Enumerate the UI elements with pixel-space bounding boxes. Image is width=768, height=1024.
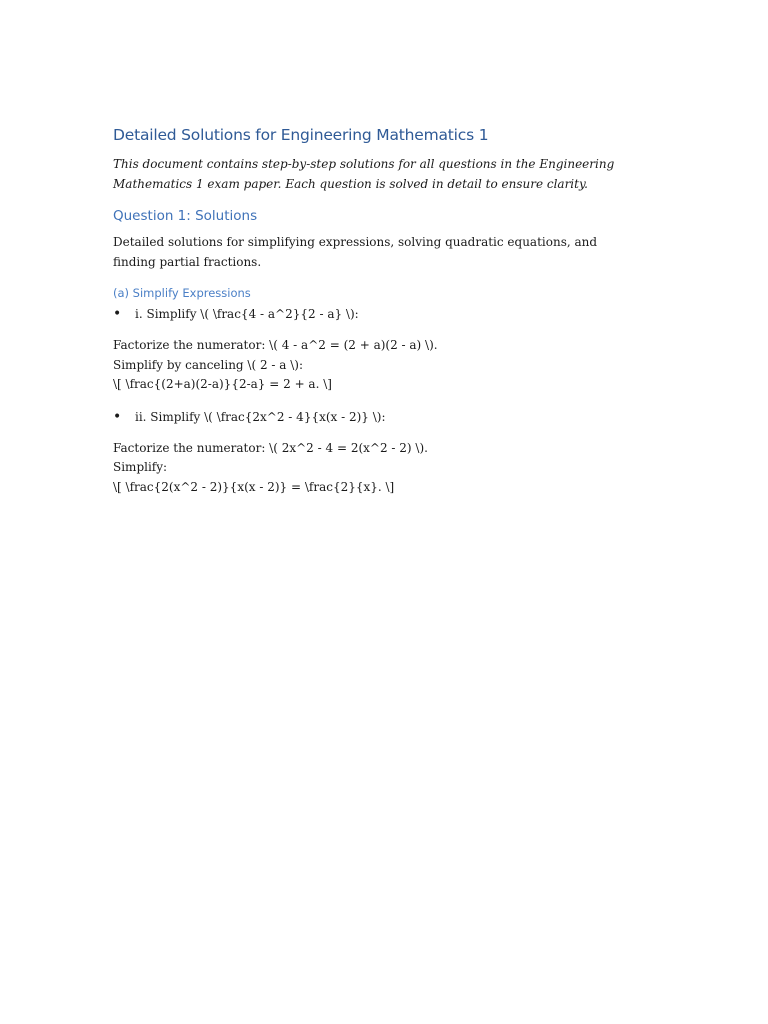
solution-step: \[ \frac{2(x^2 - 2)}{x(x - 2)} = \frac{2}{x}. \]: [113, 479, 395, 494]
document-title: Detailed Solutions for Engineering Mathematics 1: [113, 126, 489, 144]
bullet-icon: •: [113, 408, 122, 425]
question-1-heading: Question 1: Solutions: [113, 208, 258, 224]
bullet-icon: •: [113, 306, 122, 322]
part-a-heading: (a) Simplify Expressions: [113, 286, 251, 300]
list-item-label: i. Simplify \( \frac{4 - a^2}{2 - a} \):: [135, 307, 359, 321]
list-item-label: ii. Simplify \( \frac{2x^2 - 4}{x(x - 2)} \):: [135, 409, 386, 424]
solution-step: Simplify by canceling \( 2 - a \):: [113, 357, 304, 372]
solution-step: Simplify:: [113, 460, 168, 474]
solution-steps: [113, 336, 643, 395]
list-item: [113, 407, 643, 427]
document-intro: This document contains step-by-step solutions for all questions in the Engineering Mathematics 1 exam paper. Each question is solved in detail to ensure clarity.: [113, 157, 615, 191]
solution-step: \[ \frac{(2+a)(2-a)}{2-a} = 2 + a. \]: [113, 377, 332, 391]
solution-step: Factorize the numerator: \( 2x^2 - 4 = 2(x^2 - 2) \).: [113, 440, 428, 455]
question-1-description: Detailed solutions for simplifying expressions, solving quadratic equations, and finding partial fractions.: [113, 235, 598, 269]
document-page: [113, 124, 643, 509]
list-item: [113, 304, 643, 324]
solution-steps: [113, 439, 643, 498]
solution-step: Factorize the numerator: \( 4 - a^2 = (2 + a)(2 - a) \).: [113, 338, 438, 352]
